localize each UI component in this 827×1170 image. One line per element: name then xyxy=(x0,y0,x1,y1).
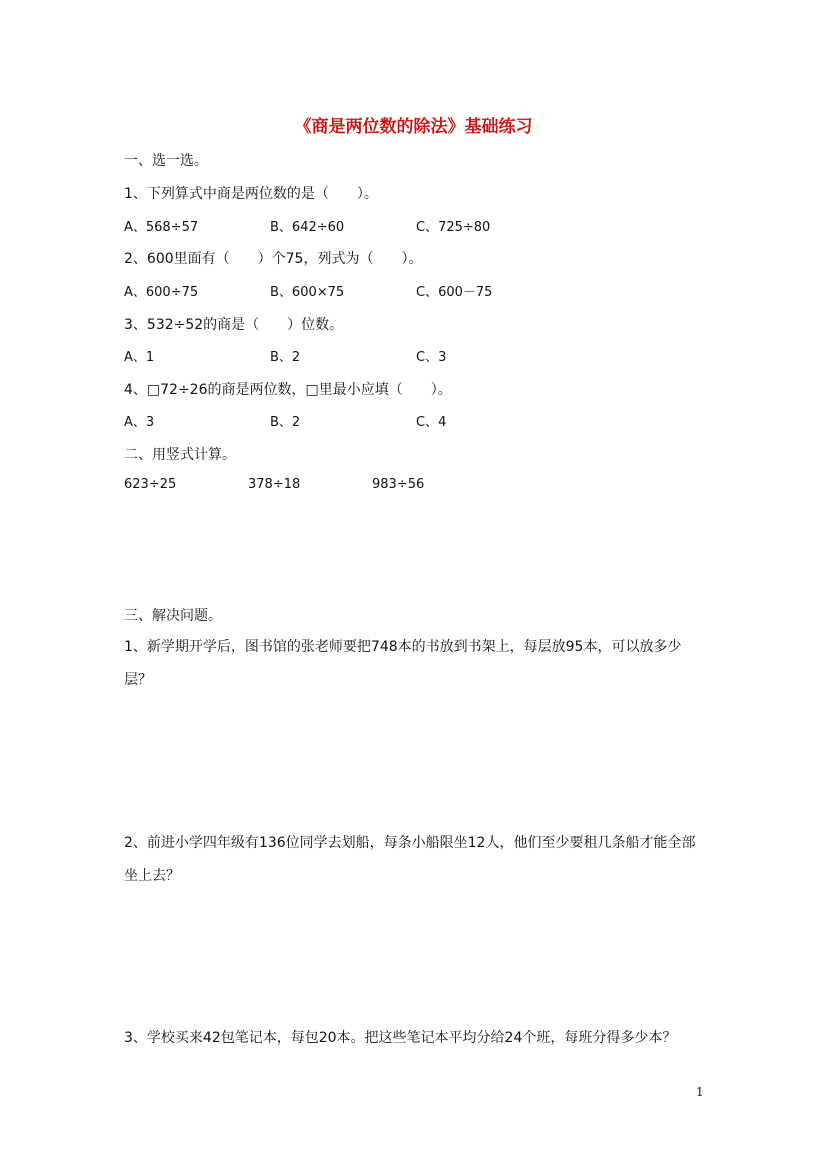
question-4: 4、□72÷26的商是两位数，□里最小应填（ ）。 xyxy=(124,382,452,398)
question-1-option-b: B、642÷60 xyxy=(270,220,345,235)
question-1: 1、下列算式中商是两位数的是（ ）。 xyxy=(124,186,378,202)
question-2-option-c: C、600－75 xyxy=(416,285,493,300)
calc-item-1: 623÷25 xyxy=(124,477,177,492)
question-2-option-a: A、600÷75 xyxy=(124,285,199,300)
question-2-option-b: B、600×75 xyxy=(270,285,345,300)
question-2: 2、600里面有（ ）个75，列式为（ ）。 xyxy=(124,251,423,267)
question-3-option-c: C、3 xyxy=(416,350,447,365)
problem-3: 3、学校买来42包笔记本，每包20本。把这些笔记本平均分给24个班，每班分得多少本？ xyxy=(124,1030,677,1046)
question-3-option-b: B、2 xyxy=(270,350,301,365)
question-4-option-a: A、3 xyxy=(124,415,155,430)
calc-item-3: 983÷56 xyxy=(372,477,425,492)
page-number: 1 xyxy=(696,1085,704,1099)
question-1-option-a: A、568÷57 xyxy=(124,220,199,235)
section3-heading: 三、解决问题。 xyxy=(124,608,222,624)
question-4-option-c: C、4 xyxy=(416,415,447,430)
calc-item-2: 378÷18 xyxy=(248,477,301,492)
problem-1: 1、新学期开学后，图书馆的张老师要把748本的书放到书架上，每层放95本，可以放多少层？ xyxy=(124,639,682,688)
problem-2: 2、前进小学四年级有136位同学去划船，每条小船限坐12人，他们至少要租几条船才能全部坐上去？ xyxy=(124,835,696,884)
question-3: 3、532÷52的商是（ ）位数。 xyxy=(124,317,344,333)
section2-heading: 二、用竖式计算。 xyxy=(124,447,236,463)
question-4-option-b: B、2 xyxy=(270,415,301,430)
section1-heading: 一、选一选。 xyxy=(124,153,208,169)
question-1-option-c: C、725÷80 xyxy=(416,220,491,235)
document-title: 《商是两位数的除法》基础练习 xyxy=(294,117,533,137)
question-3-option-a: A、1 xyxy=(124,350,155,365)
